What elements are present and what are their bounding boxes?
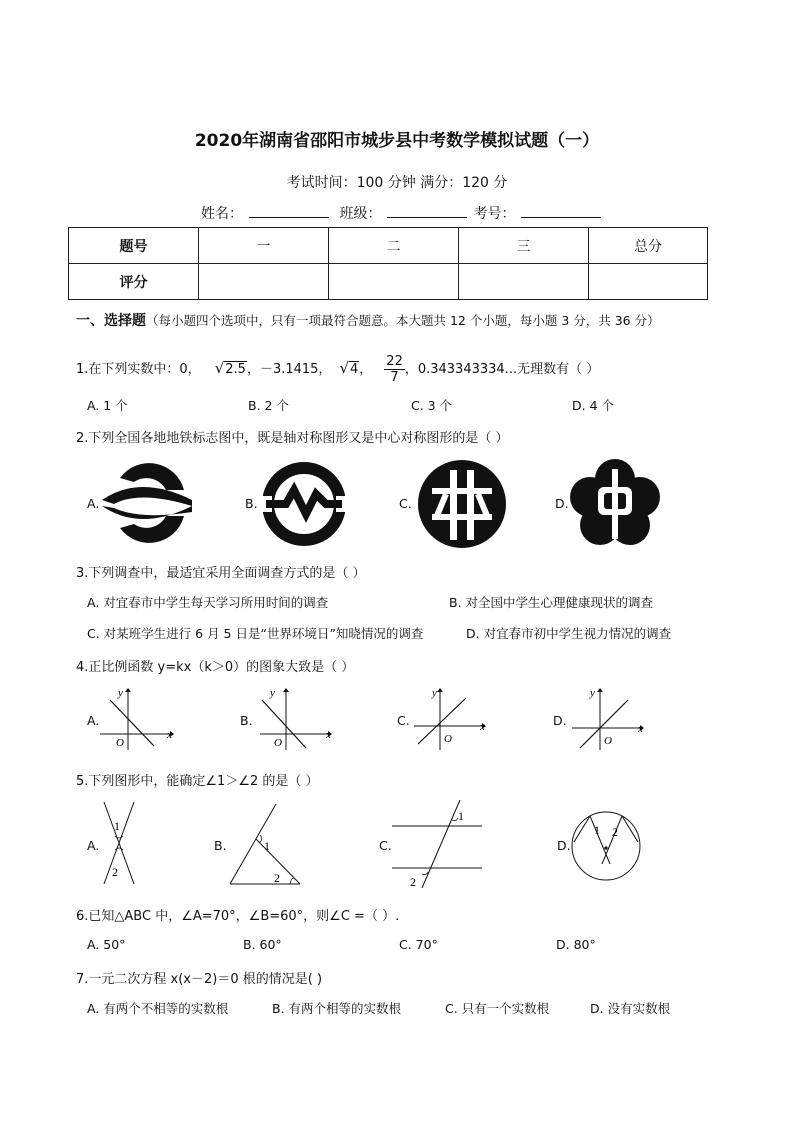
q7-option-d[interactable]: D. 没有实数根 bbox=[590, 1001, 671, 1016]
angle-2-label: 2 bbox=[612, 825, 618, 839]
score-input-2[interactable] bbox=[329, 264, 459, 300]
q2-label-b[interactable]: B. bbox=[245, 496, 258, 511]
y-axis-label: y bbox=[270, 687, 275, 699]
metro-logo-b-icon[interactable] bbox=[260, 460, 348, 548]
sqrt2-value: 4 bbox=[350, 362, 359, 377]
q1-prefix: 1.在下列实数中：0， bbox=[76, 362, 201, 377]
frac-den: 7 bbox=[390, 370, 399, 385]
angle-1-label: 1 bbox=[114, 819, 120, 833]
score-cell-label: 题号 bbox=[69, 228, 199, 264]
score-input-total[interactable] bbox=[589, 264, 708, 300]
question-7: 7.一元二次方程 x(x－2)＝0 根的情况是( ) bbox=[76, 972, 323, 987]
number-blank[interactable] bbox=[521, 205, 601, 218]
q7-option-b[interactable]: B. 有两个相等的实数根 bbox=[272, 1001, 402, 1016]
q5-figure-c[interactable] bbox=[392, 798, 488, 890]
metro-logo-d-icon[interactable] bbox=[568, 457, 662, 549]
q3-option-a[interactable]: A. 对宜春市中学生每天学习所用时间的调查 bbox=[87, 595, 329, 610]
question-3: 3.下列调查中，最适宜采用全面调查方式的是（ ） bbox=[76, 566, 366, 581]
origin-label: O bbox=[444, 733, 452, 745]
q4-label-a[interactable]: A. bbox=[87, 713, 100, 728]
exam-title: 2020年湖南省邵阳市城步县中考数学模拟试题（一） bbox=[194, 131, 600, 151]
section-title: 一、选择题 bbox=[76, 313, 146, 329]
q6-option-b[interactable]: B. 60° bbox=[243, 937, 282, 952]
score-table-score-row bbox=[69, 264, 708, 300]
y-axis-label: y bbox=[590, 687, 595, 699]
q3-option-b[interactable]: B. 对全国中学生心理健康现状的调查 bbox=[449, 595, 654, 610]
y-axis-label: y bbox=[432, 687, 437, 699]
number-label: 考号： bbox=[473, 206, 516, 222]
question-4: 4.正比例函数 y=kx（k＞0）的图象大致是（ ） bbox=[76, 660, 355, 675]
x-axis-label: x bbox=[638, 723, 643, 735]
score-row-label: 评分 bbox=[69, 264, 199, 300]
q6-option-c[interactable]: C. 70° bbox=[399, 937, 438, 952]
origin-label: O bbox=[116, 737, 124, 749]
sqrt1-value: 2.5 bbox=[225, 362, 246, 377]
q5-figure-d[interactable] bbox=[570, 808, 642, 884]
q4-graph-d[interactable] bbox=[570, 686, 650, 752]
metro-logo-c-icon[interactable] bbox=[416, 458, 508, 550]
score-input-1[interactable] bbox=[199, 264, 329, 300]
q1-part2: ，－3.1415， bbox=[246, 362, 332, 377]
q4-label-b[interactable]: B. bbox=[240, 713, 253, 728]
q7-option-a[interactable]: A. 有两个不相等的实数根 bbox=[87, 1001, 229, 1016]
question-1 bbox=[76, 354, 599, 385]
q1-option-b[interactable]: B. 2 个 bbox=[248, 398, 289, 413]
q4-graph-c[interactable] bbox=[412, 686, 492, 752]
q6-option-a[interactable]: A. 50° bbox=[87, 937, 126, 952]
q3-option-d[interactable]: D. 对宜春市初中学生视力情况的调查 bbox=[466, 626, 672, 641]
score-cell-part2: 二 bbox=[329, 228, 459, 264]
q4-label-c[interactable]: C. bbox=[397, 713, 410, 728]
q1-part3: ，0.343343334...无理数有（ ） bbox=[404, 362, 600, 377]
q4-label-d[interactable]: D. bbox=[553, 713, 567, 728]
score-table bbox=[68, 227, 708, 300]
fraction-22-7 bbox=[384, 354, 405, 385]
name-label: 姓名： bbox=[201, 206, 243, 222]
section-heading bbox=[76, 310, 660, 330]
angle-1-label: 1 bbox=[264, 839, 270, 853]
score-cell-part3: 三 bbox=[459, 228, 589, 264]
origin-label: O bbox=[604, 735, 612, 747]
angle-2-label: 2 bbox=[410, 875, 416, 889]
angle-1-label: 1 bbox=[458, 809, 464, 823]
q2-label-d[interactable]: D. bbox=[555, 496, 569, 511]
angle-2-label: 2 bbox=[274, 871, 280, 885]
question-2: 2.下列全国各地地铁标志图中，既是轴对称图形又是中心对称图形的是（ ） bbox=[76, 431, 509, 446]
origin-label: O bbox=[274, 737, 282, 749]
sqrt-4: √4 bbox=[339, 359, 359, 377]
q5-figure-b[interactable] bbox=[228, 802, 312, 886]
q6-option-d[interactable]: D. 80° bbox=[556, 937, 596, 952]
q5-figure-a[interactable] bbox=[100, 800, 140, 886]
score-table-header-row bbox=[69, 228, 708, 264]
q5-label-d[interactable]: D. bbox=[557, 838, 571, 853]
metro-logo-a-icon[interactable] bbox=[100, 460, 194, 546]
q3-option-c[interactable]: C. 对某班学生进行 6 月 5 日是“世界环境日”知晓情况的调查 bbox=[87, 626, 424, 641]
q7-option-c[interactable]: C. 只有一个实数根 bbox=[445, 1001, 550, 1016]
q1-option-a[interactable]: A. 1 个 bbox=[87, 398, 128, 413]
score-cell-part1: 一 bbox=[199, 228, 329, 264]
class-blank[interactable] bbox=[387, 205, 467, 218]
question-5: 5.下列图形中，能确定∠1＞∠2 的是（ ） bbox=[76, 774, 319, 789]
class-label: 班级： bbox=[339, 206, 382, 222]
q2-label-a[interactable]: A. bbox=[87, 496, 100, 511]
exam-info: 考试时间：100 分钟 满分：120 分 bbox=[286, 175, 508, 191]
x-axis-label: x bbox=[167, 729, 172, 741]
q1-option-d[interactable]: D. 4 个 bbox=[572, 398, 614, 413]
q4-graph-a[interactable] bbox=[98, 686, 178, 752]
q5-label-a[interactable]: A. bbox=[87, 838, 100, 853]
q2-label-c[interactable]: C. bbox=[399, 496, 412, 511]
angle-1-label: 1 bbox=[594, 823, 600, 837]
angle-2-label: 2 bbox=[112, 865, 118, 879]
q1-sep: ， bbox=[359, 362, 373, 377]
x-axis-label: x bbox=[480, 721, 485, 733]
section-note: （每小题四个选项中，只有一项最符合题意。本大题共 12 个小题，每小题 3 分，共 36 分） bbox=[146, 313, 660, 328]
name-blank[interactable] bbox=[249, 205, 329, 218]
score-input-3[interactable] bbox=[459, 264, 589, 300]
x-axis-label: x bbox=[326, 729, 331, 741]
student-id-line bbox=[201, 203, 607, 223]
q4-graph-b[interactable] bbox=[258, 686, 338, 752]
q5-label-c[interactable]: C. bbox=[379, 838, 392, 853]
score-cell-total: 总分 bbox=[589, 228, 708, 264]
sqrt-2-5: √2.5 bbox=[214, 359, 246, 377]
q1-option-c[interactable]: C. 3 个 bbox=[411, 398, 453, 413]
q5-label-b[interactable]: B. bbox=[214, 838, 227, 853]
y-axis-label: y bbox=[118, 687, 123, 699]
question-6: 6.已知△ABC 中，∠A=70°，∠B=60°，则∠C =（ ）. bbox=[76, 909, 400, 924]
frac-num: 22 bbox=[386, 354, 403, 369]
